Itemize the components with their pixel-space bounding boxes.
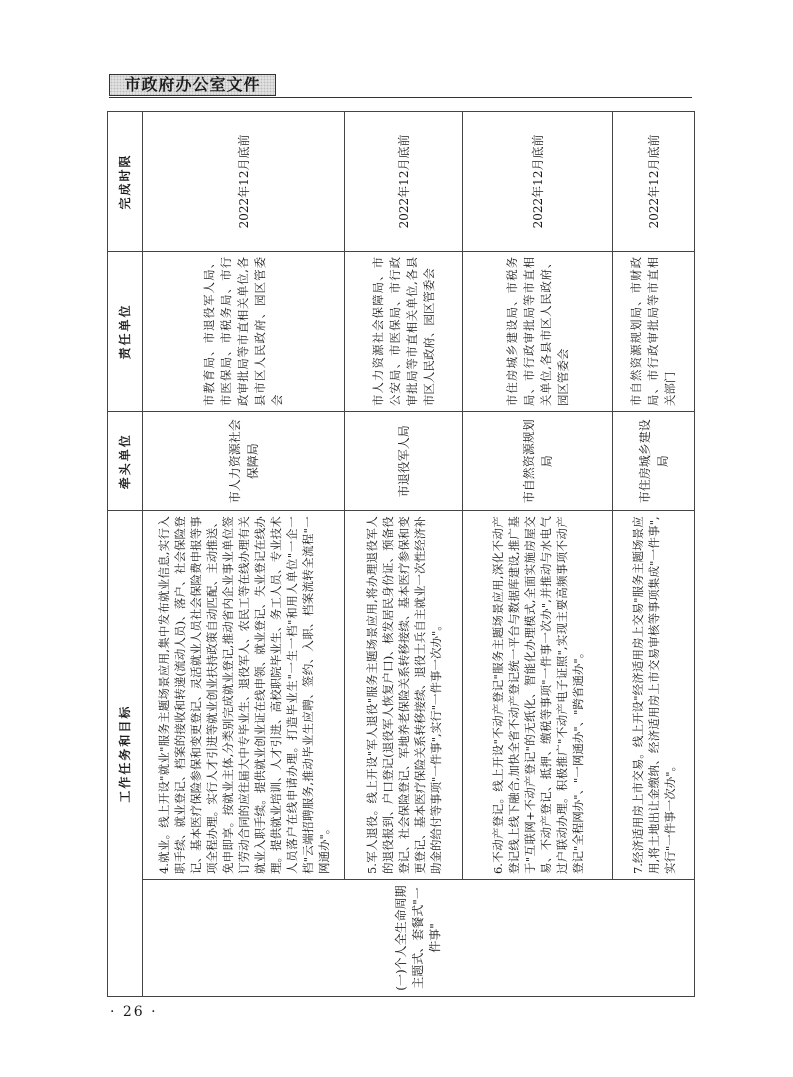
deadline-cell: 2022年12月底前 [463, 112, 613, 252]
lead-unit-cell: 市住房城乡建设局 [613, 412, 695, 511]
responsible-units-cell: 市教育局、市退役军人局、市医保局、市税务局、市行政审批局等市直相关单位,各县市区人民政府、园区管委会 [143, 251, 345, 411]
column-header-task: 工作任务和目标 [108, 511, 143, 997]
table-row [345, 112, 463, 997]
table-row [613, 112, 695, 997]
deadline-cell: 2022年12月底前 [143, 112, 345, 252]
task-cell: 5.军人退役。线上开设"军人退役"服务主题场景应用,将办理退役军人的退役报到、户口登记(退役军人恢复户口)、核发居民身份证、预备役登记、社会保险登记、军地养老保险关系转移接续、基本医疗参保和变更登记、基本医疗保险关系转移接续、退役士兵自主就业一次性经济补助金的给付等事项"一件事",实行"一件事一次办"。 [345, 511, 463, 880]
rotated-table-container [107, 111, 687, 997]
table-row [463, 112, 613, 997]
lead-unit-cell: 市自然资源规划局 [463, 412, 613, 511]
deadline-cell: 2022年12月底前 [345, 112, 463, 252]
header-rule [109, 97, 692, 98]
column-header-deadline: 完成时限 [108, 112, 143, 252]
column-header-lead: 牵头单位 [108, 412, 143, 511]
task-cell: 6.不动产登记。线上开设"不动产登记"服务主题场景应用,深化不动产登记线上线下融合,加快全省不动产登记统一平台与数据库建设,推广基于"互联网+不动产登记"的无纸化、智能化办理模式,全面实施房屋交易、不动产登记、抵押、缴税等事项"一件事一次办",并推动与水电气过户联动办理。积极推广"不动产电子证照",实现主要高频事项不动产登记"全程网办"、"一网通办"、"跨省通办"。 [463, 511, 613, 880]
task-table [107, 111, 695, 997]
lead-unit-cell: 市退役军人局 [345, 412, 463, 511]
page-number: · 26 · [110, 1004, 158, 1020]
task-cell: 4.就业。线上开设"就业"服务主题场景应用,集中发布就业信息,实行入职手续、就业登记、档案的接收和转递(流动人员)、落户、社会保险登记、基本医疗保险参保和变更登记、灵活就业人员社会保险费申报等事项全程办理。实行人才引进等就业创业扶持政策自动匹配、主动推送、免申即享。按就业主体,分类别完成就业登记,推动省内企业事业单位签订劳动合同的应往届大中专毕业生、退役军人、农民工等在线办理有关就业入职手续。提供就业创业证在线申领、就业登记、失业登记在线办理。提供就业培训、人才引进、高校职院毕业生、务工人员、专业技术人员落户在线申请办理。打造毕业生"一生一档"和用人单位"一企一档"云端招聘服务,推动毕业生应聘、签约、入职、档案流转全流程"一网通办"。 [143, 511, 345, 880]
task-cell: 7.经济适用房上市交易。线上开设"经济适用房上交易"服务主题场景应用,将土地出让金缴纳、经济适用房上市交易审核等事项集成"一件事",实行"一件事一次办"。 [613, 511, 695, 880]
category-cell: (一)个人全生命周期主题式、套餐式"一件事" [143, 880, 695, 997]
deadline-cell: 2022年12月底前 [613, 112, 695, 252]
lead-unit-cell: 市人力资源社会保障局 [143, 412, 345, 511]
column-header-responsible: 责任单位 [108, 251, 143, 411]
responsible-units-cell: 市住房城乡建设局、市税务局、市行政审批局等市直相关单位,各县市区人民政府、园区管委会 [463, 251, 613, 411]
table-header-row [108, 112, 143, 997]
responsible-units-cell: 市自然资源规划局、市财政局、市行政审批局等市直相关部门 [613, 251, 695, 411]
responsible-units-cell: 市人力资源社会保障局、市公安局、市医保局、市行政审批局等市直相关单位,各县市区人民政府、园区管委会 [345, 251, 463, 411]
document-header-title: 市政府办公室文件 [109, 74, 276, 96]
table-row [143, 112, 345, 997]
